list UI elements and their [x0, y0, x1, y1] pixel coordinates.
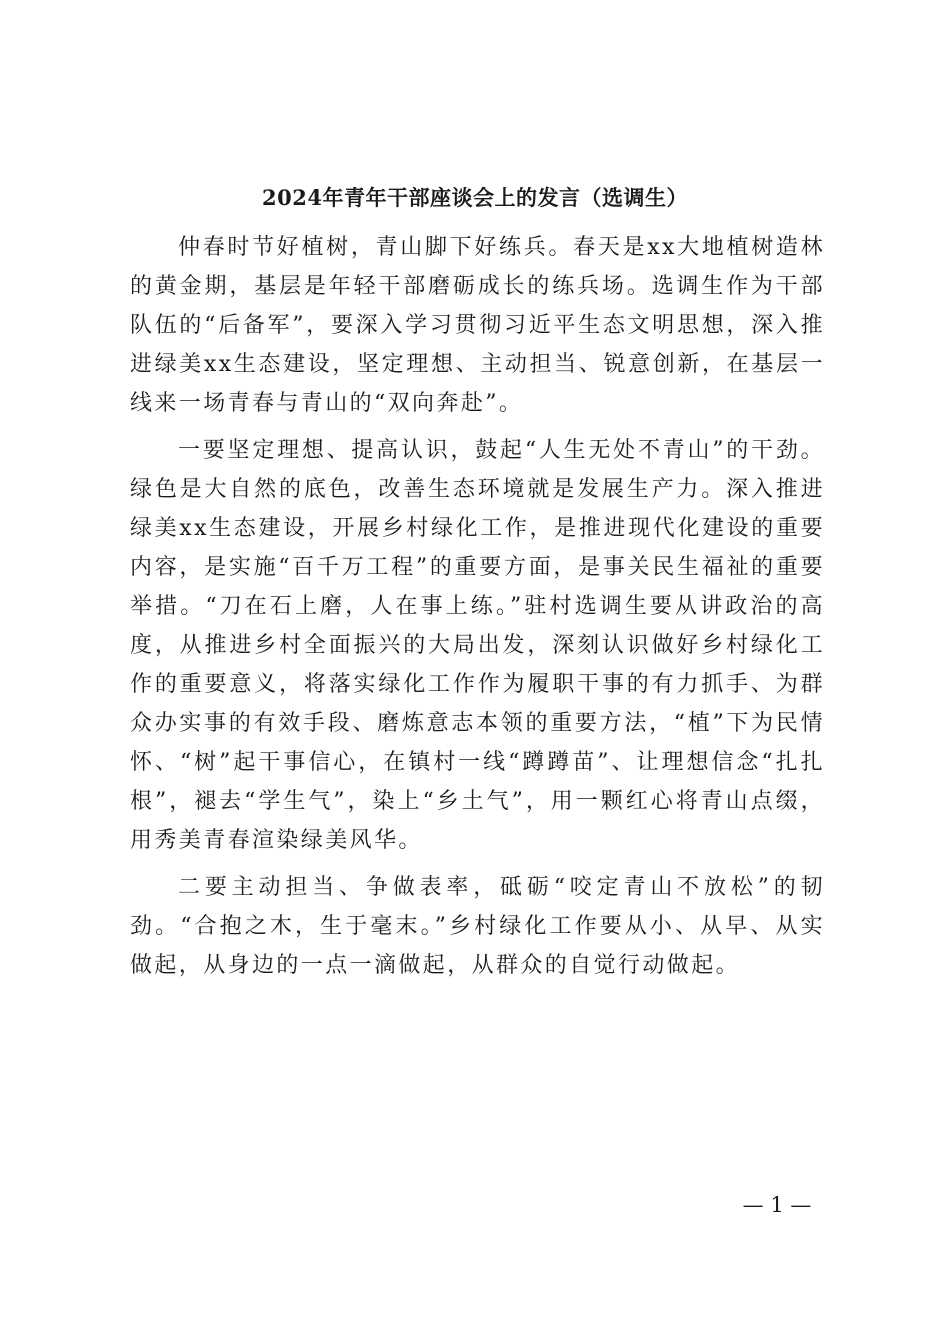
document-body [130, 228, 825, 993]
paragraph-one: 一要坚定理想、提高认识，鼓起“人生无处不青山”的干劲。绿色是大自然的底色，改善生态环境就是发展生产力。深入推进绿美xx生态建设，开展乡村绿化工作，是推进现代化建设的重要内容，是实施“百千万工程”的重要方面，是事关民生福祉的重要举措。“刀在石上磨，人在事上练。”驻村选调生要从讲政治的高度，从推进乡村全面振兴的大局出发，深刻认识做好乡村绿化工作的重要意义，将落实绿化工作作为履职干事的有力抓手、为群众办实事的有效手段、磨炼意志本领的重要方法，“植”下为民情怀、“树”起干事信心，在镇村一线“蹲蹲苗”、让理想信念“扎扎根”，褪去“学生气”，染上“乡土气”，用一颗红心将青山点缀，用秀美青春渲染绿美风华。 [130, 438, 825, 853]
paragraph-intro: 仲春时节好植树，青山脚下好练兵。春天是xx大地植树造林的黄金期，基层是年轻干部磨砺成长的练兵场。选调生作为干部队伍的“后备军”，要深入学习贯彻习近平生态文明思想，深入推进绿美xx生态建设，坚定理想、主动担当、锐意创新，在基层一线来一场青春与青山的“双向奔赴”。 [130, 235, 825, 416]
paragraph-two: 二要主动担当、争做表率，砥砺“咬定青山不放松”的韧劲。“合抱之木，生于毫末。”乡村绿化工作要从小、从早、从实做起，从身边的一点一滴做起，从群众的自觉行动做起。 [130, 875, 825, 978]
document-title: 2024年青年干部座谈会上的发言（选调生） [262, 185, 688, 210]
page-number: — 1 — [742, 1193, 812, 1217]
